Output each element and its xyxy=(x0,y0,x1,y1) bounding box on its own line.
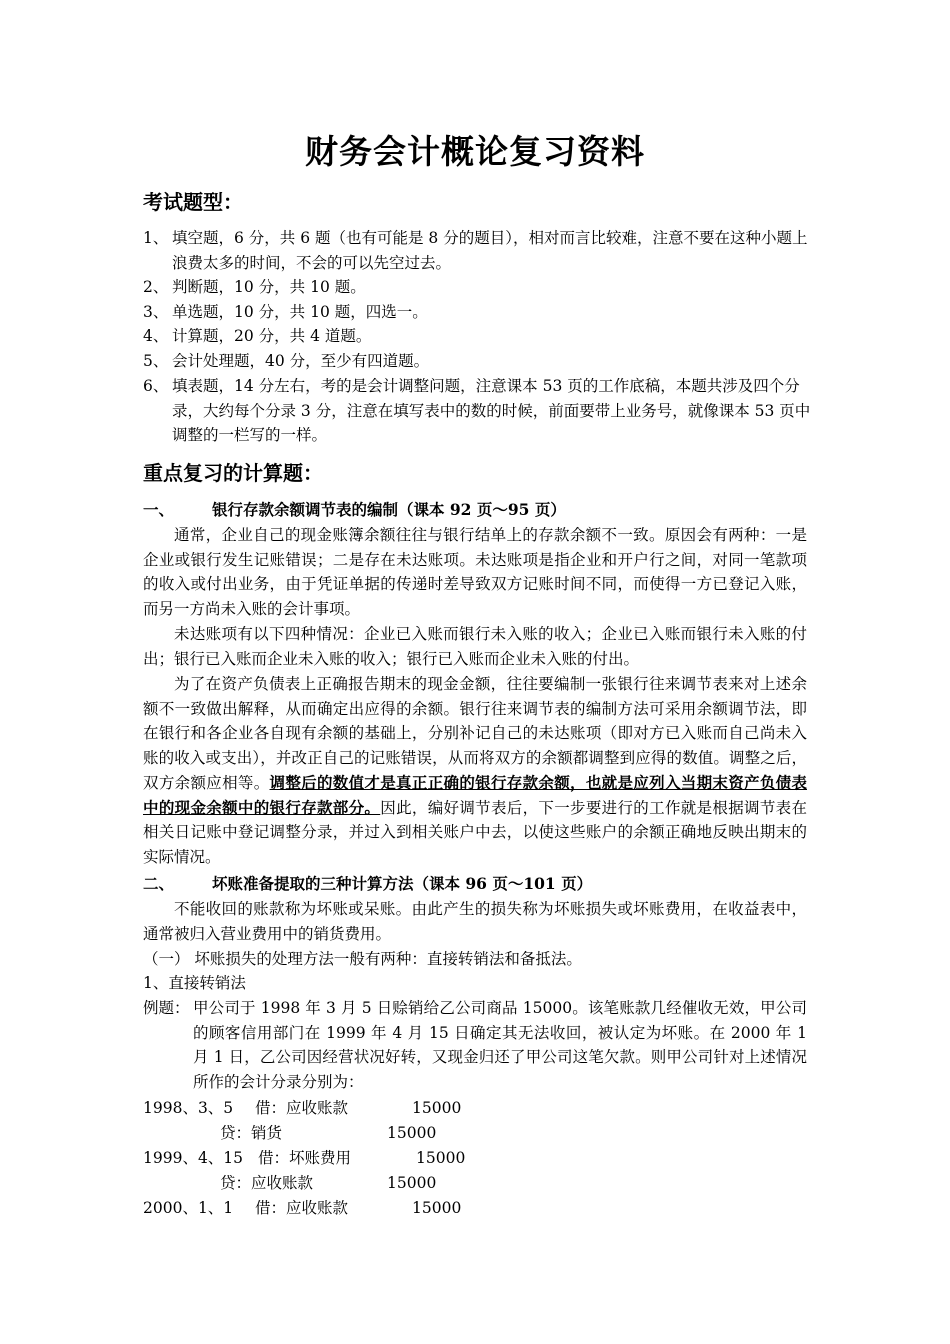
calc-heading: 重点复习的计算题： xyxy=(143,461,323,485)
entry-account: 借：坏账费用 xyxy=(258,1149,352,1167)
entry-date: 2000、1、1 xyxy=(143,1199,234,1217)
paragraph: 通常，企业自己的现金账簿余额往往与银行结单上的存款余额不一致。原因会有两种：一是企业或银行发生记账错误；二是存在未达账项。未达账项是指企业和开户行之间，对同一笔款项的收入或付出业务，由于凭证单据的传递时差导致双方记账时间不同，而使得一方已登记入账，而另一方尚未入账的会计事项。 xyxy=(143,526,807,619)
paragraph: 未达账项有以下四种情况：企业已入账而银行未入账的收入；企业已入账而银行未入账的付出；银行已入账而企业未入账的收入；银行已入账而企业未入账的付出。 xyxy=(143,625,807,668)
entry-amount: 15000 xyxy=(416,1149,466,1167)
exam-item-text: 计算题，20 分，共 4 道题。 xyxy=(172,327,372,345)
item-number: 3、 xyxy=(143,303,169,321)
section-title: 银行存款余额调节表的编制（课本 92 页～95 页） xyxy=(212,500,566,519)
item-number: 4、 xyxy=(143,327,169,345)
entry-amount: 15000 xyxy=(387,1174,437,1192)
item-number: 5、 xyxy=(143,352,169,370)
paragraph-text: 为了在资产负债表上正确报告期末的现金金额，往往要编制一张银行往来调节表来对上述余额不一致做出解释，从而确定出应得的余额。银行往来调节表的编制方法可采用余额调节法，即在银行和各企业各自现有余额的基础上，分别补记自己的未达账项（即对方已入账而自己尚未入账的收入或支出），并改正自己的记账错误，从而将双方的余额都调整到应得的数值。调整之后，双方余额应相等。 xyxy=(143,675,807,792)
item-number: 1、 xyxy=(143,229,169,247)
subsection-heading: 1、直接转销法 xyxy=(143,974,246,992)
paragraph-text: 因此，编好调节表后，下一步要进行的工作就是根据调节表在相关日记账中登记调整分录，并过入到相关账户中去，以使这些账户的余额正确地反映出期末的实际情况。 xyxy=(143,798,807,866)
entry-date: 1998、3、5 xyxy=(143,1099,234,1117)
entry-account: 贷：销货 xyxy=(220,1124,283,1142)
exam-types-heading: 考试题型： xyxy=(143,190,243,214)
exam-item-text: 填空题，6 分，共 6 题（也有可能是 8 分的题目），相对而言比较难，注意不要在这种小题上浪费太多的时间，不会的可以先空过去。 xyxy=(172,229,808,272)
entry-account: 借：应收账款 xyxy=(255,1199,349,1217)
entry-account: 贷：应收账款 xyxy=(220,1174,314,1192)
item-number: 6、 xyxy=(143,377,169,395)
entry-account: 借：应收账款 xyxy=(255,1099,349,1117)
exam-item-text: 会计处理题，40 分，至少有四道题。 xyxy=(172,352,430,370)
entry-amount: 15000 xyxy=(387,1124,437,1142)
section-number: 二、 xyxy=(143,874,175,893)
exam-item-text: 判断题，10 分，共 10 题。 xyxy=(172,278,366,296)
example-text: 甲公司于 1998 年 3 月 5 日赊销给乙公司商品 15000。该笔账款几经催收无效，甲公司的顾客信用部门在 1999 年 4 月 15 日确定其无法收回，被认定为坏账。在 2000 年 1 月 1 日，乙公司因经营状况好转，又现金归还了甲公司这笔欠款。则甲公司针对上述情况所作的会计分录分别为： xyxy=(193,999,807,1091)
entry-amount: 15000 xyxy=(412,1199,462,1217)
subsection-heading: （一） 坏账损失的处理方法一般有两种：直接转销法和备抵法。 xyxy=(143,950,582,968)
entry-amount: 15000 xyxy=(412,1099,462,1117)
emphasized-text: 调整后的数值才是真正正确的银行存款余额，也就是应列入当期末资产负债表中的现金余额中的银行存款部分。 xyxy=(143,772,807,817)
section-title: 坏账准备提取的三种计算方法（课本 96 页～101 页） xyxy=(212,874,593,893)
example-label: 例题： xyxy=(143,999,190,1017)
exam-item-text: 填表题，14 分左右，考的是会计调整问题，注意课本 53 页的工作底稿，本题共涉及四个分录，大约每个分录 3 分，注意在填写表中的数的时候，前面要带上业务号，就像课本 53 页中调整的一栏写的一样。 xyxy=(172,377,811,444)
section-number: 一、 xyxy=(143,500,175,519)
document-title: 财务会计概论复习资料 xyxy=(305,132,645,171)
paragraph xyxy=(143,672,807,870)
paragraph: 不能收回的账款称为坏账或呆账。由此产生的损失称为坏账损失或坏账费用，在收益表中，通常被归入营业费用中的销货费用。 xyxy=(143,900,807,943)
item-number: 2、 xyxy=(143,278,169,296)
entry-date: 1999、4、15 xyxy=(143,1149,244,1167)
exam-item-text: 单选题，10 分，共 10 题，四选一。 xyxy=(172,303,428,321)
